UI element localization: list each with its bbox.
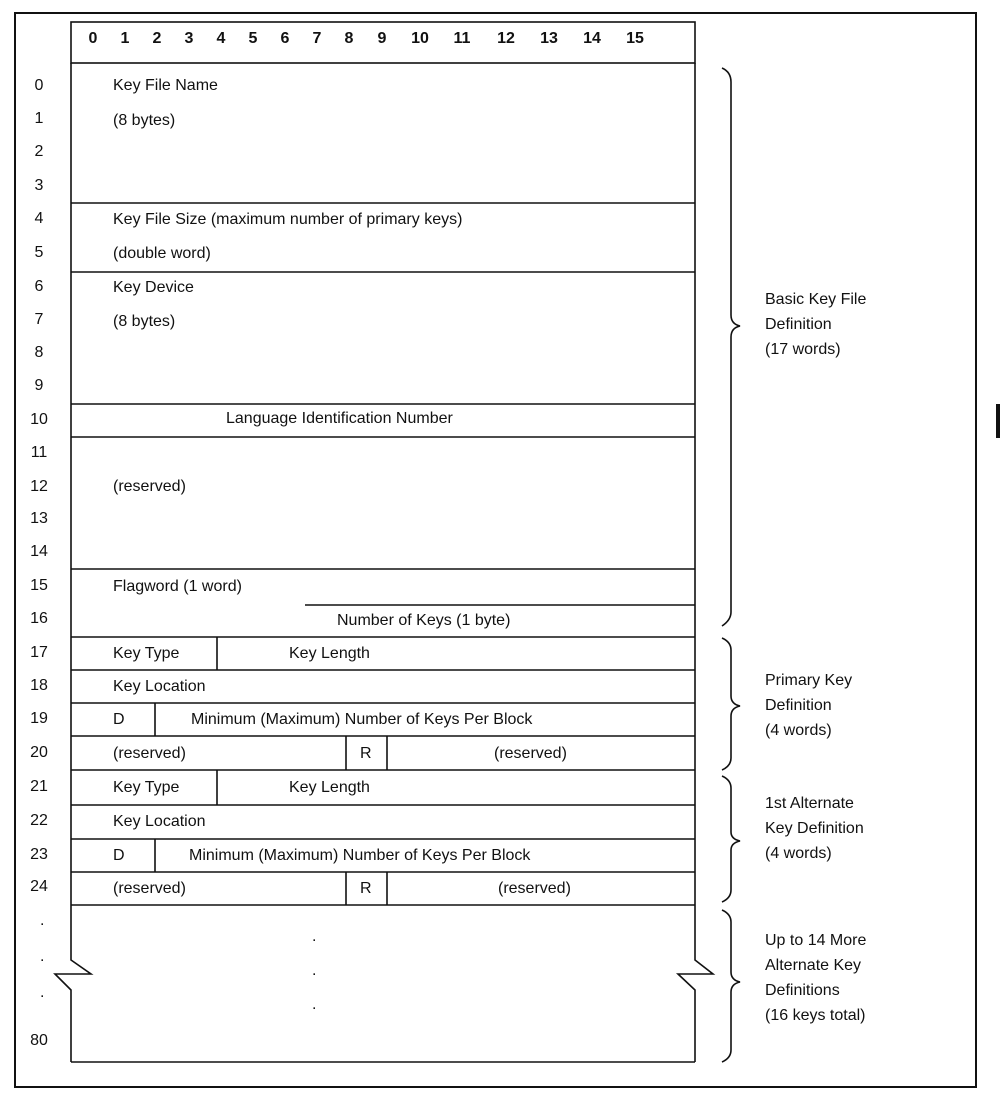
group-more-line: Alternate Key (765, 957, 862, 974)
word-number: 3 (34, 177, 44, 194)
word-number: 18 (30, 677, 48, 694)
field-key-file-name-size: (8 bytes) (113, 112, 176, 129)
ak-min-max: Minimum (Maximum) Number of Keys Per Block (189, 847, 531, 864)
brace-more (722, 910, 740, 1062)
word-number: 9 (34, 377, 44, 394)
row-dot: . (40, 948, 45, 965)
group-basic-line: Definition (765, 316, 832, 333)
word-number: 1 (34, 110, 44, 127)
group-primary-label (765, 668, 852, 743)
word-number: 17 (30, 644, 48, 661)
bit-number: 10 (411, 30, 429, 47)
continuation-dot: . (312, 962, 317, 979)
group-basic-label (765, 287, 866, 362)
word-number: 23 (30, 846, 48, 863)
ak-r-flag: R (360, 880, 372, 897)
layout-left-edge (55, 63, 91, 1062)
bit-number: 8 (344, 30, 354, 47)
brace-primary (722, 638, 740, 770)
word-number: 5 (34, 244, 44, 261)
word-number: 2 (34, 143, 44, 160)
word-number: 11 (30, 444, 48, 461)
group-primary-line: (4 words) (765, 722, 832, 739)
bit-number: 6 (280, 30, 290, 47)
word-number: 21 (30, 778, 48, 795)
group-more-line: Up to 14 More (765, 932, 867, 949)
word-number: 0 (34, 77, 44, 94)
brace-basic (722, 68, 740, 626)
ak-key-length: Key Length (289, 779, 370, 796)
pk-r-flag: R (360, 745, 372, 762)
pk-key-location: Key Location (113, 678, 206, 695)
bit-number: 11 (453, 30, 471, 47)
field-key-file-name: Key File Name (113, 77, 218, 94)
field-key-device: Key Device (113, 279, 194, 296)
word-number: 14 (30, 543, 48, 560)
word-number: 7 (34, 311, 44, 328)
word-number: 8 (34, 344, 44, 361)
bit-number: 4 (216, 30, 226, 47)
layout-right-edge (678, 63, 713, 1062)
word-number: 24 (30, 878, 48, 895)
ak-reserved-left: (reserved) (113, 880, 186, 897)
word-number: 15 (30, 577, 48, 594)
pk-key-length: Key Length (289, 645, 370, 662)
bit-number: 12 (497, 30, 515, 47)
field-key-file-size-note: (double word) (113, 245, 211, 262)
field-language-id: Language Identification Number (226, 410, 453, 427)
row-dot: . (40, 912, 45, 929)
continuation-dot: . (312, 996, 317, 1013)
group-basic-line: Basic Key File (765, 291, 867, 308)
pk-key-type: Key Type (113, 645, 180, 662)
row-number-last: 80 (30, 1032, 48, 1049)
bit-number: 0 (88, 30, 98, 47)
bit-number: 14 (583, 30, 601, 47)
group-primary-line: Primary Key (765, 672, 853, 689)
bit-number: 1 (120, 30, 130, 47)
group-more-label (765, 928, 866, 1028)
continuation-dot: . (312, 928, 317, 945)
field-key-file-size: Key File Size (maximum number of primary keys) (113, 211, 463, 228)
field-flagword: Flagword (1 word) (113, 578, 242, 595)
bit-number: 15 (626, 30, 644, 47)
group-more-line: (16 keys total) (765, 1007, 866, 1024)
bit-number: 5 (248, 30, 258, 47)
group-basic-line: (17 words) (765, 341, 841, 358)
group-alternate-line: (4 words) (765, 845, 832, 862)
bit-number: 13 (540, 30, 558, 47)
pk-d-flag: D (113, 711, 125, 728)
word-number: 22 (30, 812, 48, 829)
word-number: 19 (30, 710, 48, 727)
group-more-line: Definitions (765, 982, 840, 999)
bit-number: 9 (377, 30, 387, 47)
ak-key-location: Key Location (113, 813, 206, 830)
group-alternate-line: 1st Alternate (765, 795, 854, 812)
bit-number: 3 (184, 30, 194, 47)
field-number-of-keys: Number of Keys (1 byte) (337, 612, 511, 629)
field-reserved-block: (reserved) (113, 478, 186, 495)
ak-reserved-right: (reserved) (498, 880, 571, 897)
word-number: 12 (30, 478, 48, 495)
word-number: 20 (30, 744, 48, 761)
word-number: 4 (34, 210, 44, 227)
brace-alternate (722, 776, 740, 902)
ak-d-flag: D (113, 847, 125, 864)
word-number: 13 (30, 510, 48, 527)
pk-reserved-right: (reserved) (494, 745, 567, 762)
word-number: 16 (30, 610, 48, 627)
word-number: 6 (34, 278, 44, 295)
group-primary-line: Definition (765, 697, 832, 714)
field-key-device-size: (8 bytes) (113, 313, 176, 330)
bit-number: 2 (152, 30, 162, 47)
word-number: 10 (30, 411, 48, 428)
pk-min-max: Minimum (Maximum) Number of Keys Per Block (191, 711, 533, 728)
group-alternate-label (765, 791, 864, 866)
pk-reserved-left: (reserved) (113, 745, 186, 762)
ak-key-type: Key Type (113, 779, 180, 796)
bit-number: 7 (312, 30, 322, 47)
group-alternate-line: Key Definition (765, 820, 864, 837)
row-dot: . (40, 984, 45, 1001)
